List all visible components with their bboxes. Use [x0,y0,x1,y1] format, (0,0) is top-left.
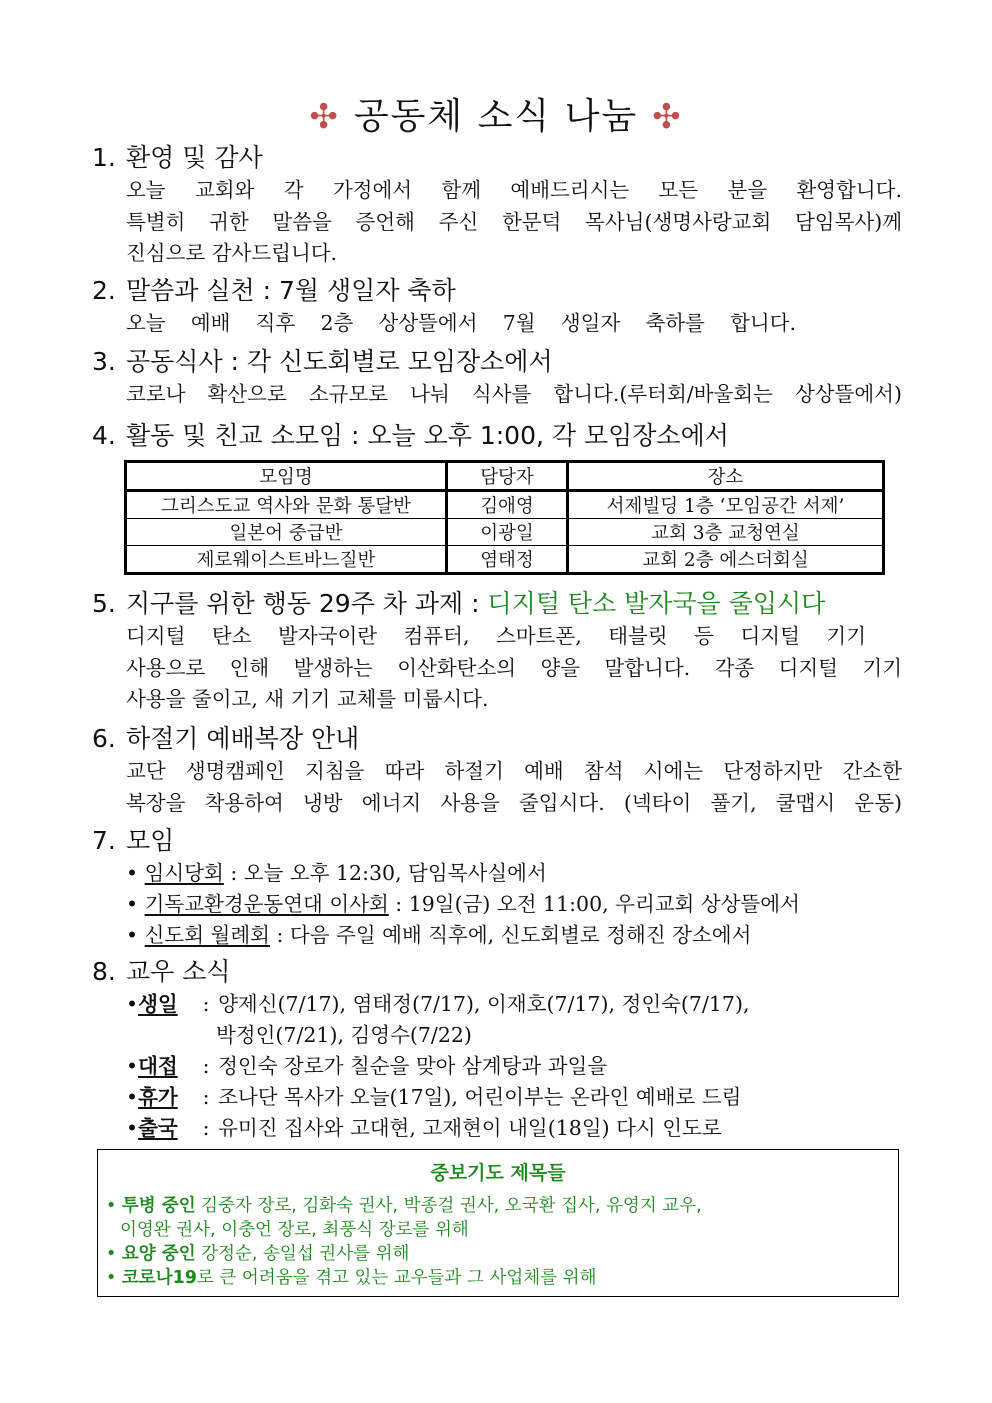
table-row [126,519,884,546]
list-item: • 신도회 월례회 : 다음 주일 예배 직후에, 신도회별로 정해진 장소에서 [126,923,752,947]
section-body [126,379,902,411]
section-body [126,175,902,270]
section-number: 4. [92,421,116,450]
section-heading [92,345,902,379]
cross-icon: ✣ [652,97,683,137]
section-number: 8. [92,957,116,986]
prayer-item: • 코로나19로 큰 어려움을 겪고 있는 교우들과 그 사업체를 위해 [106,1268,597,1288]
section-heading [92,419,902,453]
section-number: 2. [92,276,116,305]
meeting-detail: : 19일(금) 오전 11:00, 우리교회 상상뜰에서 [388,892,800,916]
news-list [126,989,902,1144]
table-cell: 서제빌딩 1층 ‘모임공간 서제’ [568,491,884,519]
news-text: 박정인(7/21), 김영수(7/22) [216,1023,472,1047]
page-title [0,88,992,139]
section-summer-attire [92,722,902,819]
section-title: 교우 소식 [126,957,231,986]
section-title: 말씀과 실천 : 7월 생일자 축하 [126,276,456,305]
prayer-category: 요양 중인 [121,1244,196,1264]
section-body [126,621,902,716]
list-item: •출국 : 유미진 집사와 고대현, 고재현이 내일(18일) 다시 인도로 [126,1113,902,1144]
section-heading [92,824,902,858]
list-item-continuation [126,1020,902,1051]
table-cell: 제로웨이스트바느질반 [126,546,447,574]
prayer-text: 로 큰 어려움을 겪고 있는 교우들과 그 사업체를 위해 [196,1268,597,1288]
section-common-meal [92,345,902,411]
news-label: 생일 [138,992,178,1016]
table-row [126,546,884,574]
list-item: • 임시당회 : 오늘 오후 12:30, 담임목사실에서 [126,861,547,885]
column-header: 장소 [568,462,884,491]
body-line: 진심으로 감사드립니다. [126,241,338,265]
section-small-groups [92,419,902,453]
table-cell: 교회 3층 교청연실 [568,519,884,546]
section-number: 7. [92,826,116,855]
news-label: 대접 [138,1054,178,1078]
news-text: 유미진 집사와 고대현, 고재현이 내일(18일) 다시 인도로 [218,1116,722,1140]
prayer-list [106,1194,898,1290]
news-label: 휴가 [138,1085,178,1109]
section-title: 지구를 위한 행동 29주 차 과제 : [126,589,488,618]
meeting-name: 신도회 월례회 [144,923,270,947]
table-row [126,491,884,519]
section-heading [92,274,902,308]
section-title: 공동식사 : 각 신도회별로 모임장소에서 [126,347,553,376]
body-line: 오늘 예배 직후 2층 상상뜰에서 7월 생일자 축하를 합니다. [126,311,796,335]
meeting-name: 임시당회 [144,861,224,885]
table-cell: 일본어 중급반 [126,519,447,546]
list-item: •대접 : 정인숙 장로가 칠순을 맞아 삼계탕과 과일을 [126,1051,902,1082]
section-title-highlight: 디지털 탄소 발자국을 줄입시다 [487,589,826,618]
body-line: 사용으로 인해 발생하는 이산화탄소의 양을 말합니다. 각종 디지털 기기 [126,655,902,680]
table-cell: 염태정 [447,546,568,574]
prayer-text: 김중자 장로, 김화숙 권사, 박종걸 권사, 오국환 집사, 유영지 교우, [195,1196,702,1216]
news-label: 출국 [138,1116,178,1140]
prayer-category: 코로나19 [121,1268,197,1288]
section-title: 하절기 예배복장 안내 [126,724,360,753]
prayer-title: 중보기도 제목들 [430,1162,566,1184]
section-number: 6. [92,724,116,753]
section-member-news [92,955,902,1144]
body-line: 교단 생명캠페인 지침을 따라 하절기 예배 참석 시에는 단정하지만 간소한 [126,759,902,783]
table-header-row [126,462,884,491]
section-meetings [92,824,902,951]
body-line: 복장을 착용하여 냉방 에너지 사용을 줄입시다. (넥타이 풀기, 쿨맵시 운동) [126,790,902,815]
news-text: 조나단 목사가 오늘(17일), 어린이부는 온라인 예배로 드림 [218,1085,742,1109]
section-title: 모임 [126,826,175,855]
section-heading [92,955,902,989]
meeting-name: 기독교환경운동연대 이사회 [144,892,389,916]
section-heading [92,141,902,175]
prayer-item-continuation: 이영완 권사, 이충언 장로, 최풍식 장로를 위해 [120,1220,469,1240]
news-text: 양제신(7/17), 염태정(7/17), 이재호(7/17), 정인숙(7/17), [218,992,750,1016]
meeting-detail: : 다음 주일 예배 직후에, 신도회별로 정해진 장소에서 [269,923,752,947]
prayer-category: 투병 중인 [121,1196,196,1216]
section-welcome [92,141,902,270]
title-text: 공동체 소식 나눔 [353,96,639,137]
body-line: 디지털 탄소 발자국이란 컴퓨터, 스마트폰, 태블릿 등 디지털 기기 [126,624,866,648]
section-number: 1. [92,143,116,172]
body-line: 오늘 교회와 각 가정에서 함께 예배드리시는 모든 분을 환영합니다. [126,178,902,202]
section-heading [92,722,902,756]
table-cell: 김애영 [447,491,568,519]
cross-icon: ✣ [309,97,340,137]
body-line: 사용을 줄이고, 새 기기 교체를 미룹시다. [126,687,489,711]
section-word-practice [92,274,902,340]
body-line: 특별히 귀한 말씀을 증언해 주신 한문덕 목사님(생명사랑교회 담임목사)께 [126,209,902,234]
section-number: 5. [92,589,116,618]
prayer-item: • 투병 중인 김중자 장로, 김화숙 권사, 박종걸 권사, 오국환 집사, 유영지 교우, [106,1196,702,1216]
table-cell: 교회 2층 에스더회실 [568,546,884,574]
table-cell: 이광일 [447,519,568,546]
section-title: 환영 및 감사 [126,143,263,172]
prayer-text: 강정순, 송일섭 권사를 위해 [195,1244,410,1264]
section-body [126,308,902,340]
list-item: •휴가 : 조나단 목사가 오늘(17일), 어린이부는 온라인 예배로 드림 [126,1082,902,1113]
news-text: 정인숙 장로가 칠순을 맞아 삼계탕과 과일을 [218,1054,608,1078]
section-body [126,756,902,819]
meeting-detail: : 오늘 오후 12:30, 담임목사실에서 [223,861,547,885]
meeting-list [126,858,902,951]
list-item: • 기독교환경운동연대 이사회 : 19일(금) 오전 11:00, 우리교회 상상뜰에서 [126,892,800,916]
section-title: 활동 및 친교 소모임 : 오늘 오후 1:00, 각 모임장소에서 [126,421,729,450]
column-header: 모임명 [126,462,447,491]
section-number: 3. [92,347,116,376]
list-item: •생일 : 양제신(7/17), 염태정(7/17), 이재호(7/17), 정인숙(7/17), [126,989,902,1020]
section-earth-action [92,587,902,716]
prayer-item: • 요양 중인 강정순, 송일섭 권사를 위해 [106,1244,410,1264]
table-cell: 그리스도교 역사와 문화 통달반 [126,491,447,519]
body-line: 코로나 확산으로 소규모로 나눠 식사를 합니다.(루터회/바울회는 상상뜰에서) [126,382,902,406]
prayer-requests-box [97,1149,899,1297]
section-heading [92,587,902,621]
meeting-table [124,460,885,575]
column-header: 담당자 [447,462,568,491]
